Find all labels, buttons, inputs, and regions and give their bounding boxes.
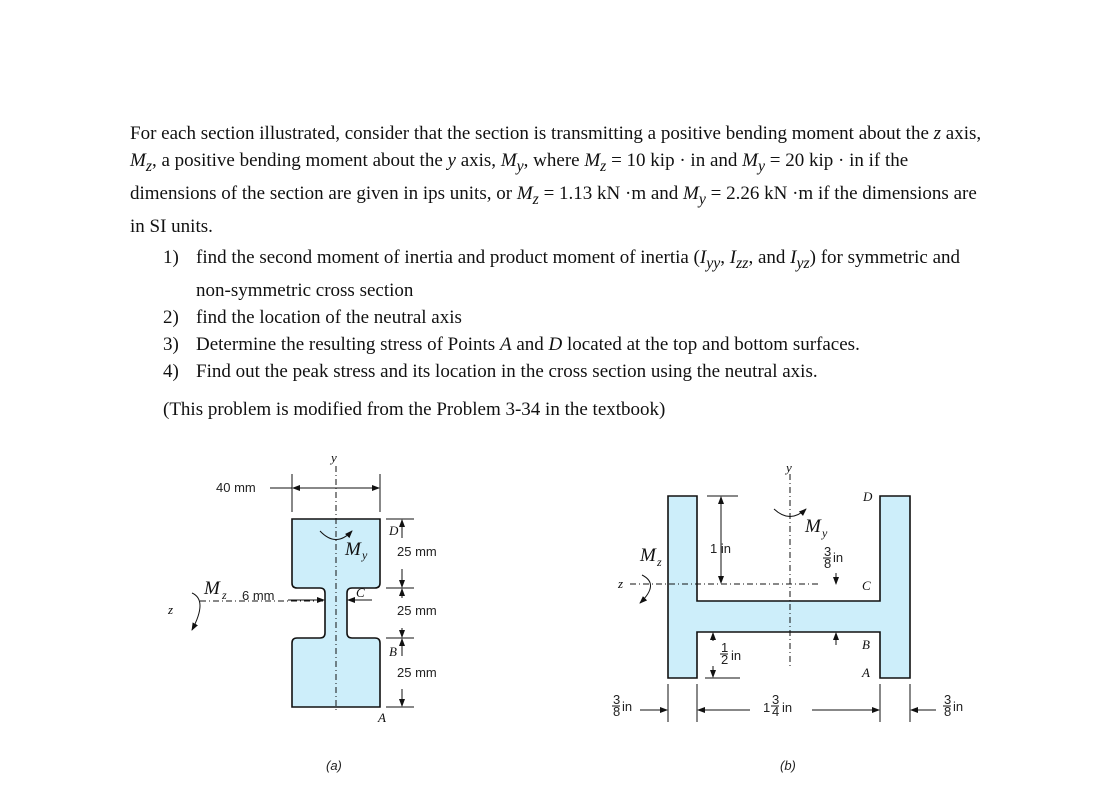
frac-38-left-den: 8 bbox=[613, 704, 621, 719]
task-number: 1) bbox=[163, 247, 179, 268]
frac-half-num: 1 bbox=[721, 640, 729, 655]
my-label-b: M bbox=[805, 516, 821, 537]
intro-z: z bbox=[933, 123, 942, 144]
iyz-sub: yz bbox=[796, 254, 810, 272]
frac-134-whole: 1 bbox=[763, 700, 771, 715]
my-sub-2: y bbox=[757, 157, 765, 175]
intro-text-2: axis, bbox=[941, 123, 982, 144]
task-1-sep2: , and bbox=[748, 247, 791, 268]
my-symbol-3: M bbox=[683, 182, 699, 204]
dim-1in-label: 1 in bbox=[710, 541, 731, 556]
my-si: = 2.26 kN ·m if the dimensions are in SI units. bbox=[130, 182, 977, 237]
frac-38-right-den: 8 bbox=[944, 704, 952, 719]
dim-38-left-label: in bbox=[622, 699, 633, 714]
task-text: find the location of the neutral axis bbox=[196, 306, 462, 328]
my-sub-label-b: y bbox=[822, 526, 828, 540]
point-d-b: D bbox=[863, 489, 873, 504]
my-symbol: M bbox=[500, 150, 517, 171]
my-sub-label-a: y bbox=[362, 548, 368, 562]
textbook-note: (This problem is modified from the Problem 3-34 in the textbook) bbox=[163, 399, 666, 420]
point-b-a: B bbox=[389, 644, 397, 659]
mz-label-a: M bbox=[204, 578, 220, 599]
figure-a bbox=[167, 450, 437, 773]
iyy-sub: yy bbox=[706, 254, 721, 272]
point-c-b: C bbox=[862, 578, 871, 593]
dim-134-label: in bbox=[782, 700, 793, 715]
y-axis-label-b: y bbox=[786, 460, 792, 475]
section-b-shape bbox=[668, 496, 910, 678]
mz-label-b: M bbox=[640, 545, 656, 566]
my-symbol-2: M bbox=[742, 150, 758, 171]
mz-moment-arrow-a bbox=[192, 593, 200, 630]
task-3-text-b: located at the top and bottom surfaces. bbox=[562, 333, 860, 355]
dim-web-label-a: 6 mm bbox=[242, 588, 275, 603]
intro-y: y bbox=[447, 150, 456, 171]
mz-sub-3: z bbox=[532, 190, 539, 208]
frac-38-top-num: 3 bbox=[824, 544, 832, 559]
point-a-b: A bbox=[862, 665, 870, 680]
mz-sub-label-b: z bbox=[657, 555, 662, 569]
frac-half-den: 2 bbox=[721, 652, 729, 667]
iyy-symbol: I bbox=[699, 247, 707, 268]
dim-mid-label-a: 25 mm bbox=[397, 603, 437, 618]
point-a-a: A bbox=[378, 710, 386, 725]
izz-symbol: I bbox=[729, 247, 737, 268]
intro-text-1: For each section illustrated, consider that the section is transmitting a positive bending moment about the bbox=[130, 123, 934, 144]
point-d-a: D bbox=[389, 523, 399, 538]
task-number: 3) bbox=[163, 333, 179, 355]
my-sub: y bbox=[516, 157, 524, 175]
my-equation: = 20 kip · in if the dimensions of the section are given in ips units, or bbox=[130, 150, 909, 204]
frac-38-left-num: 3 bbox=[613, 692, 621, 707]
dim-38-right-label: in bbox=[953, 699, 964, 714]
mz-symbol-3: M bbox=[516, 182, 533, 204]
mz-symbol: M bbox=[130, 150, 146, 171]
point-d-ref: D bbox=[548, 333, 563, 355]
task-1-text-a: find the second moment of inertia and product moment of inertia ( bbox=[196, 247, 700, 268]
mz-symbol-2: M bbox=[584, 150, 601, 171]
point-a-ref: A bbox=[499, 333, 512, 355]
task-number: 2) bbox=[163, 306, 179, 328]
mz-si: = 1.13 kN ·m and bbox=[538, 182, 684, 204]
task-1-sep1: , bbox=[720, 247, 730, 268]
dim-bot-label-a: 25 mm bbox=[397, 665, 437, 680]
frac-38-right-num: 3 bbox=[944, 692, 952, 707]
iyz-symbol: I bbox=[790, 247, 797, 268]
task-3-mid: and bbox=[511, 333, 549, 355]
mz-sub-2: z bbox=[600, 157, 607, 175]
point-b-b: B bbox=[862, 637, 870, 652]
dim-top-label-a: 25 mm bbox=[397, 544, 437, 559]
mz-sub-label-a: z bbox=[222, 588, 227, 602]
frac-38-top-den: 8 bbox=[824, 556, 832, 571]
z-axis-label-a: z bbox=[168, 602, 174, 617]
point-c-a: C bbox=[356, 585, 365, 600]
frac-134-num: 3 bbox=[772, 692, 780, 707]
my-label-a: M bbox=[345, 539, 361, 560]
intro-text-3: , a positive bending moment about the bbox=[152, 150, 448, 171]
dim-38-top-label: in bbox=[833, 550, 844, 565]
mz-moment-arrow-b bbox=[640, 575, 651, 603]
task-1-text-b: ) for symmetric and non-symmetric cross section bbox=[196, 247, 961, 301]
z-axis-label-b: z bbox=[618, 576, 624, 591]
izz-sub: zz bbox=[736, 254, 749, 272]
intro-text-5: , where bbox=[523, 150, 585, 171]
task-number: 4) bbox=[163, 360, 179, 382]
dim-width-label-a: 40 mm bbox=[216, 480, 256, 495]
frac-134-den: 4 bbox=[772, 704, 780, 719]
figure-b bbox=[612, 460, 963, 773]
caption-b: (b) bbox=[780, 758, 796, 773]
mz-equation: = 10 kip · in and bbox=[606, 150, 743, 171]
task-3-text-a: Determine the resulting stress of Points bbox=[196, 333, 500, 355]
intro-text-4: axis, bbox=[455, 150, 501, 171]
dim-half-label: in bbox=[731, 648, 742, 663]
mz-sub: z bbox=[145, 157, 152, 175]
task-text: Find out the peak stress and its location in the cross section using the neutral axis. bbox=[196, 360, 818, 382]
y-axis-label-a: y bbox=[331, 450, 337, 465]
my-sub-3: y bbox=[698, 190, 706, 208]
caption-a: (a) bbox=[326, 758, 342, 773]
